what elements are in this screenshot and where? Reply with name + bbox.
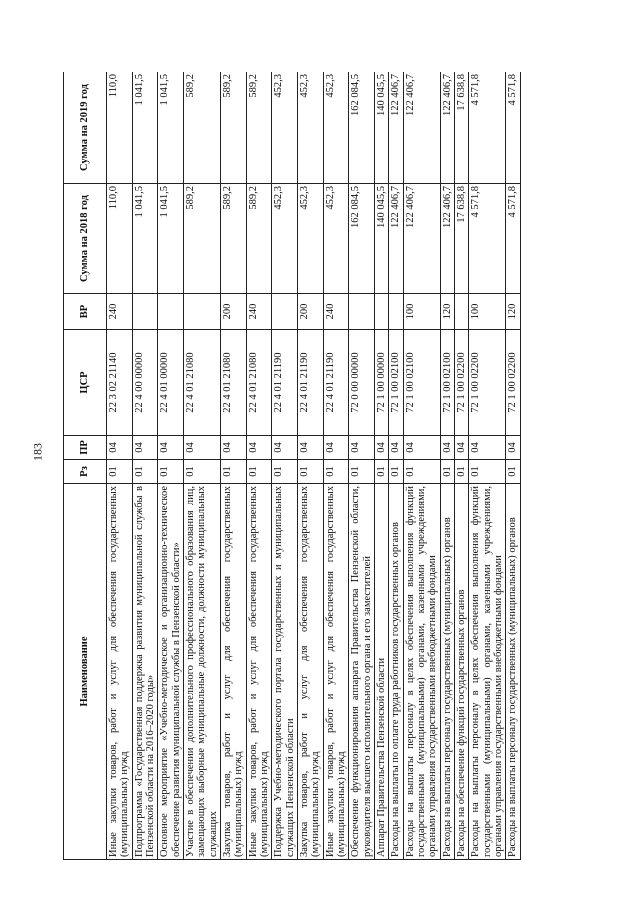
cell-vr bbox=[454, 294, 468, 330]
cell-vr bbox=[272, 294, 298, 330]
table-row bbox=[297, 72, 323, 860]
cell-sum2018: 122 406,7 bbox=[389, 184, 403, 294]
table-row bbox=[323, 72, 349, 860]
cell-sum2018: 110,0 bbox=[107, 184, 133, 294]
cell-name: Расходы на выплаты персоналу в целях обеспечения выполнения функций государственными (муниципальными) органами, казенными учреждениями, органами управления государственными внебюджетными фондами bbox=[469, 484, 506, 860]
cell-sum2018: 452,3 bbox=[323, 184, 349, 294]
cell-csr: 72 1 00 02200 bbox=[506, 330, 520, 436]
cell-pr: 04 bbox=[349, 436, 375, 460]
cell-csr: 22 4 01 21080 bbox=[246, 330, 272, 436]
cell-csr: 72 1 00 02200 bbox=[454, 330, 468, 436]
cell-csr: 72 1 00 02100 bbox=[403, 330, 440, 436]
cell-sum2019: 589,2 bbox=[183, 72, 220, 184]
cell-csr: 22 3 02 21140 bbox=[107, 330, 133, 436]
cell-csr: 22 4 00 00000 bbox=[132, 330, 158, 436]
table-row bbox=[454, 72, 468, 860]
table-body bbox=[107, 72, 521, 860]
cell-sum2019: 4 571,8 bbox=[469, 72, 506, 184]
cell-name: Иные закупки товаров, работ и услуг для обеспечения государственных (муниципальных) нужд bbox=[246, 484, 272, 860]
cell-pr: 04 bbox=[403, 436, 440, 460]
cell-vr: 100 bbox=[469, 294, 506, 330]
cell-csr: 72 0 00 00000 bbox=[349, 330, 375, 436]
header-csr: ЦСР bbox=[64, 330, 107, 436]
cell-rz: 01 bbox=[349, 460, 375, 484]
cell-sum2019: 1 041,5 bbox=[158, 72, 184, 184]
rotated-table-container bbox=[63, 72, 623, 860]
cell-sum2019: 1 041,5 bbox=[132, 72, 158, 184]
cell-name: Расходы на выплаты персоналу в целях обеспечения выполнения функций государственными (муниципальными) органами, казенными учреждениями, органами управления государственными внебюджетными фондами bbox=[403, 484, 440, 860]
cell-sum2019: 110,0 bbox=[107, 72, 133, 184]
cell-csr: 22 4 01 21190 bbox=[323, 330, 349, 436]
table-row bbox=[183, 72, 220, 860]
cell-pr: 04 bbox=[297, 436, 323, 460]
table-row bbox=[403, 72, 440, 860]
cell-sum2018: 17 638,8 bbox=[454, 184, 468, 294]
cell-pr: 04 bbox=[469, 436, 506, 460]
table-row bbox=[246, 72, 272, 860]
page-number: 183 bbox=[30, 443, 45, 461]
cell-rz: 01 bbox=[246, 460, 272, 484]
cell-name: Подпрограмма «Государственная поддержка развития муниципальной службы в Пензенской области на 2016–2020 годы» bbox=[132, 484, 158, 860]
table-row bbox=[272, 72, 298, 860]
header-sum-2018: Сумма на 2018 год bbox=[64, 184, 107, 294]
header-pr: ПР bbox=[64, 436, 107, 460]
cell-sum2018: 1 041,5 bbox=[132, 184, 158, 294]
budget-table bbox=[63, 72, 521, 860]
cell-name: Иные закупки товаров, работ и услуг для обеспечения государственных (муниципальных) нужд bbox=[107, 484, 133, 860]
cell-rz: 01 bbox=[469, 460, 506, 484]
header-rz: Рз bbox=[64, 460, 107, 484]
cell-vr bbox=[389, 294, 403, 330]
cell-csr: 72 1 00 02100 bbox=[440, 330, 454, 436]
cell-pr: 04 bbox=[389, 436, 403, 460]
table-row bbox=[107, 72, 133, 860]
cell-rz: 01 bbox=[389, 460, 403, 484]
cell-vr bbox=[374, 294, 388, 330]
cell-rz: 01 bbox=[297, 460, 323, 484]
cell-vr: 240 bbox=[323, 294, 349, 330]
cell-rz: 01 bbox=[506, 460, 520, 484]
cell-sum2019: 162 084,5 bbox=[349, 72, 375, 184]
cell-rz: 01 bbox=[440, 460, 454, 484]
cell-name: Иные закупки товаров, работ и услуг для обеспечения государственных (муниципальных) нужд bbox=[323, 484, 349, 860]
cell-rz: 01 bbox=[107, 460, 133, 484]
cell-sum2018: 4 571,8 bbox=[469, 184, 506, 294]
cell-csr: 72 1 00 00000 bbox=[374, 330, 388, 436]
cell-name: Поддержка Учебно-методического портала государственных и муниципальных служащих Пензенской области bbox=[272, 484, 298, 860]
cell-sum2019: 589,2 bbox=[220, 72, 246, 184]
cell-name: Расходы на обеспечение функций государственных органов bbox=[454, 484, 468, 860]
cell-sum2019: 17 638,8 bbox=[454, 72, 468, 184]
cell-pr: 04 bbox=[440, 436, 454, 460]
cell-pr: 04 bbox=[158, 436, 184, 460]
cell-sum2018: 589,2 bbox=[220, 184, 246, 294]
cell-sum2019: 122 406,7 bbox=[440, 72, 454, 184]
cell-sum2019: 452,3 bbox=[323, 72, 349, 184]
cell-pr: 04 bbox=[246, 436, 272, 460]
header-sum-2019: Сумма на 2019 год bbox=[64, 72, 107, 184]
cell-name: Расходы на выплаты персоналу государственных (муниципальных) органов bbox=[440, 484, 454, 860]
cell-vr: 240 bbox=[246, 294, 272, 330]
cell-rz: 01 bbox=[183, 460, 220, 484]
cell-vr bbox=[132, 294, 158, 330]
cell-vr: 200 bbox=[297, 294, 323, 330]
cell-sum2019: 452,3 bbox=[297, 72, 323, 184]
cell-sum2018: 589,2 bbox=[246, 184, 272, 294]
table-row bbox=[349, 72, 375, 860]
document-page bbox=[63, 72, 623, 860]
table-row bbox=[158, 72, 184, 860]
cell-rz: 01 bbox=[454, 460, 468, 484]
header-name: Наименование bbox=[64, 484, 107, 860]
cell-sum2018: 452,3 bbox=[297, 184, 323, 294]
cell-sum2018: 4 571,8 bbox=[506, 184, 520, 294]
cell-name: Участие в обеспечении дополнительного профессионального образования лиц, замещающих выборные муниципальные должности, должности муниципальных служащих bbox=[183, 484, 220, 860]
cell-csr: 22 4 01 21080 bbox=[183, 330, 220, 436]
table-row bbox=[374, 72, 388, 860]
cell-pr: 04 bbox=[107, 436, 133, 460]
cell-name: Основное мероприятие «Учебно-методическое и организационно-техническое обеспечение развития муниципальной службы в Пензенской области» bbox=[158, 484, 184, 860]
cell-rz: 01 bbox=[374, 460, 388, 484]
cell-sum2018: 122 406,7 bbox=[440, 184, 454, 294]
cell-csr: 22 4 01 00000 bbox=[158, 330, 184, 436]
cell-sum2019: 122 406,7 bbox=[389, 72, 403, 184]
cell-name: Аппарат Правительства Пензенской области bbox=[374, 484, 388, 860]
cell-vr: 120 bbox=[506, 294, 520, 330]
cell-pr: 04 bbox=[272, 436, 298, 460]
cell-pr: 04 bbox=[220, 436, 246, 460]
cell-vr bbox=[349, 294, 375, 330]
cell-csr: 72 1 00 02100 bbox=[389, 330, 403, 436]
cell-rz: 01 bbox=[403, 460, 440, 484]
table-row bbox=[220, 72, 246, 860]
cell-vr: 120 bbox=[440, 294, 454, 330]
table-row bbox=[389, 72, 403, 860]
cell-vr bbox=[158, 294, 184, 330]
cell-sum2019: 122 406,7 bbox=[403, 72, 440, 184]
cell-rz: 01 bbox=[323, 460, 349, 484]
cell-rz: 01 bbox=[272, 460, 298, 484]
cell-rz: 01 bbox=[158, 460, 184, 484]
cell-vr: 240 bbox=[107, 294, 133, 330]
cell-sum2019: 589,2 bbox=[246, 72, 272, 184]
cell-sum2018: 452,3 bbox=[272, 184, 298, 294]
cell-pr: 04 bbox=[506, 436, 520, 460]
cell-sum2018: 122 406,7 bbox=[403, 184, 440, 294]
cell-name: Расходы на выплаты по оплате труда работников государственных органов bbox=[389, 484, 403, 860]
cell-pr: 04 bbox=[374, 436, 388, 460]
cell-rz: 01 bbox=[220, 460, 246, 484]
cell-sum2018: 162 084,5 bbox=[349, 184, 375, 294]
cell-pr: 04 bbox=[323, 436, 349, 460]
cell-csr: 72 1 00 02200 bbox=[469, 330, 506, 436]
cell-name: Закупка товаров, работ и услуг для обеспечения государственных (муниципальных) нужд bbox=[220, 484, 246, 860]
cell-sum2019: 4 571,8 bbox=[506, 72, 520, 184]
cell-sum2019: 140 045,5 bbox=[374, 72, 388, 184]
cell-pr: 04 bbox=[132, 436, 158, 460]
cell-csr: 22 4 01 21080 bbox=[220, 330, 246, 436]
table-row bbox=[506, 72, 520, 860]
cell-name: Закупка товаров, работ и услуг для обеспечения государственных (муниципальных) нужд bbox=[297, 484, 323, 860]
cell-name: Обеспечение функционирования аппарата Правительства Пензенской области, руководителя высшего исполнительного органа и его заместителей bbox=[349, 484, 375, 860]
table-header-row bbox=[64, 72, 107, 860]
cell-rz: 01 bbox=[132, 460, 158, 484]
cell-vr: 200 bbox=[220, 294, 246, 330]
cell-pr: 04 bbox=[183, 436, 220, 460]
cell-vr bbox=[183, 294, 220, 330]
cell-pr: 04 bbox=[454, 436, 468, 460]
cell-sum2019: 452,3 bbox=[272, 72, 298, 184]
cell-sum2018: 589,2 bbox=[183, 184, 220, 294]
header-vr: ВР bbox=[64, 294, 107, 330]
cell-csr: 22 4 01 21190 bbox=[272, 330, 298, 436]
table-row bbox=[469, 72, 506, 860]
table-row bbox=[132, 72, 158, 860]
cell-sum2018: 140 045,5 bbox=[374, 184, 388, 294]
cell-csr: 22 4 01 21190 bbox=[297, 330, 323, 436]
table-row bbox=[440, 72, 454, 860]
cell-vr: 100 bbox=[403, 294, 440, 330]
cell-sum2018: 1 041,5 bbox=[158, 184, 184, 294]
cell-name: Расходы на выплаты персоналу государственных (муниципальных) органов bbox=[506, 484, 520, 860]
